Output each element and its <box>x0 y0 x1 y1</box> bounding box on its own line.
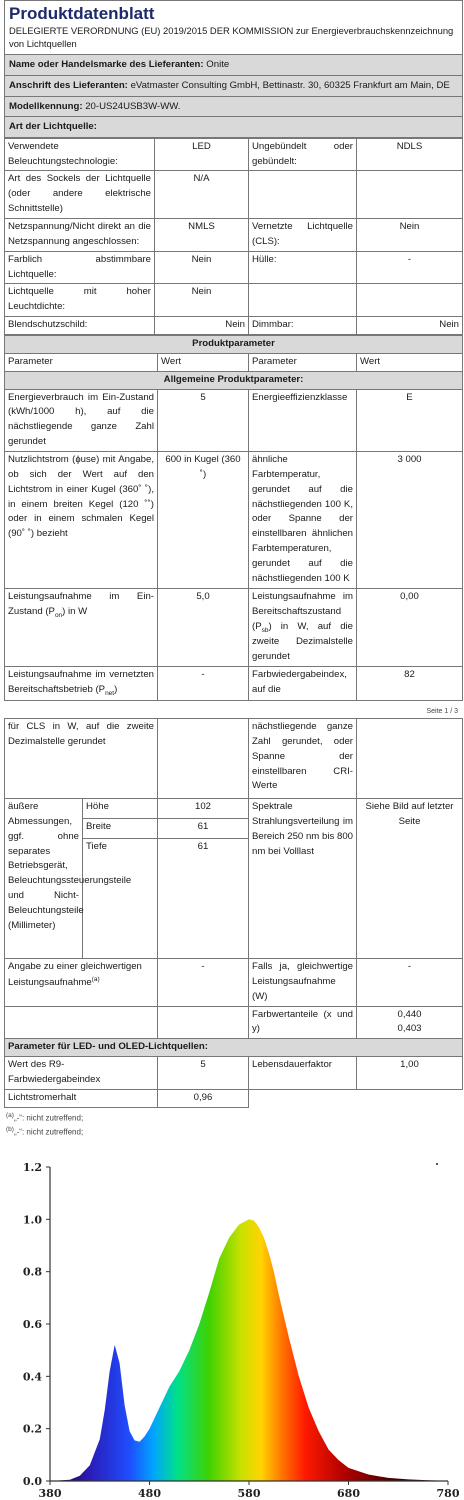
section-title: Parameter für LED- und OLED-Lichtquellen: <box>5 1039 463 1057</box>
table-cell: 82 <box>357 667 463 701</box>
page-title: Produktdatenblatt <box>9 4 155 23</box>
table-row <box>5 959 463 1007</box>
cell-text: ) <box>114 684 118 696</box>
table-cell: NDLS <box>357 138 463 171</box>
cell-text: Angabe zu einer gleichwertigen Leistungsaufnahme <box>8 961 142 989</box>
table-cell: 5 <box>158 389 249 451</box>
model-value: 20-US24USB3W-WW. <box>85 100 181 112</box>
table-cell: Nein <box>155 284 249 317</box>
y-tick-label: 0.4 <box>22 1370 42 1384</box>
cell-sub: sb <box>261 626 269 634</box>
column-header: Parameter <box>5 353 158 371</box>
table-row <box>5 1006 463 1039</box>
table-row <box>5 251 463 284</box>
table-row <box>5 171 463 219</box>
cell-sub: net <box>105 689 115 697</box>
y-tick-label: 1.0 <box>22 1213 42 1227</box>
column-header: Wert <box>357 353 463 371</box>
footnote-mark: (a) <box>6 1111 14 1119</box>
table-cell: äußere Abmessungen, ggf. ohne separates Betriebsgerät, Beleuchtungssteuerungsteile und Nicht-Beleuchtungsteile (Millimeter) <box>5 799 83 959</box>
table-cell <box>158 1006 249 1039</box>
table-row <box>5 1089 463 1107</box>
y-tick-label: 0.6 <box>22 1318 42 1331</box>
table-row <box>5 317 463 335</box>
table-cell: - <box>158 959 249 1007</box>
cell-text: Leistungsaufnahme im Bereitschaftszustand (P <box>252 590 353 632</box>
footnote-text: „-“: nicht zutreffend; <box>13 1127 84 1137</box>
table-cell: 1,00 <box>357 1057 463 1090</box>
x-tick-label: 780 <box>436 1487 460 1500</box>
table-cell <box>5 588 158 666</box>
spectrum-chart <box>0 1155 464 1500</box>
cell-text: Leistungsaufnahme im Ein-Zustand (P <box>8 590 154 617</box>
cell-sup: (a) <box>91 975 100 983</box>
table-cell <box>5 959 158 1007</box>
dimension-label: Tiefe <box>83 839 158 959</box>
model-row <box>4 97 463 118</box>
dimension-label: Breite <box>83 819 158 839</box>
supplier-name-label: Name oder Handelsmarke des Lieferanten: <box>9 59 204 71</box>
table-cell <box>357 284 463 317</box>
table-cell: Energieverbrauch im Ein-Zustand (kWh/1000 h), auf die nächstliegende ganze Zahl gerundet <box>5 389 158 451</box>
lightsource-type-label: Art der Lichtquelle: <box>9 121 97 133</box>
table-cell: Farbwertanteile (x und y) <box>249 1006 357 1039</box>
dimension-value: 102 <box>158 799 249 819</box>
supplier-address-value: eVatmaster Consulting GmbH, Bettinastr. 30, 60325 Frankfurt am Main, DE <box>130 80 450 92</box>
dimension-value: 61 <box>158 839 249 959</box>
table-row <box>5 799 463 819</box>
table-cell: Lichtquelle mit hoher Leuchtdichte: <box>5 284 155 317</box>
table-cell <box>357 719 463 799</box>
table-cell: Nein <box>357 219 463 252</box>
x-tick-label: 480 <box>138 1487 161 1500</box>
table-cell <box>357 1006 463 1039</box>
table-cell <box>5 1006 158 1039</box>
spectrum-area <box>50 1219 448 1481</box>
table-cell: Siehe Bild auf letzter Seite <box>357 799 463 959</box>
table-row <box>5 588 463 666</box>
column-header: Parameter <box>249 353 357 371</box>
table-cell: 5,0 <box>158 588 249 666</box>
table-cell: Nein <box>155 317 249 335</box>
datasheet-page-1 <box>4 0 463 701</box>
supplier-name-row <box>4 55 463 76</box>
section-title: Produktparameter <box>5 336 463 354</box>
table-cell: Lichtstromerhalt <box>5 1089 158 1107</box>
table-cell <box>357 171 463 219</box>
spectrum-svg <box>0 1155 464 1500</box>
table-cell: Blendschutzschild: <box>5 317 155 335</box>
cell-sub: on <box>54 611 63 619</box>
supplier-name-value: Onite <box>206 59 230 71</box>
supplier-address-label: Anschrift des Lieferanten: <box>9 80 128 92</box>
product-parameter-table-continued <box>4 718 463 1108</box>
x-tick-label: 380 <box>38 1487 62 1500</box>
table-row <box>5 719 463 799</box>
table-cell: - <box>357 959 463 1007</box>
table-cell <box>158 719 249 799</box>
table-cell: 5 <box>158 1057 249 1090</box>
datasheet-page-2 <box>4 718 463 1140</box>
empty-cell <box>249 1089 463 1107</box>
table-cell: LED <box>155 138 249 171</box>
product-parameter-table <box>4 335 463 701</box>
table-cell <box>249 171 357 219</box>
table-cell: für CLS in W, auf die zweite Dezimalstelle gerundet <box>5 719 158 799</box>
lightsource-table <box>4 138 463 335</box>
footnotes <box>4 1111 463 1140</box>
table-cell: Verwendete Beleuchtungstechnologie: <box>5 138 155 171</box>
dimension-value: 61 <box>158 819 249 839</box>
column-header-row <box>5 353 463 371</box>
table-cell: Netzspannung/Nicht direkt an die Netzspannung angeschlossen: <box>5 219 155 252</box>
table-cell: N/A <box>155 171 249 219</box>
table-cell: ähnliche Farbtemperatur, gerundet auf die nächstliegenden 100 K, oder Spanne der einstellbaren ähnlichen Farbtemperaturen, gerundet auf die nächstliegenden 100 K <box>249 452 357 589</box>
table-cell: Hülle: <box>249 251 357 284</box>
table-row <box>5 452 463 589</box>
table-cell: Art des Sockels der Lichtquelle (oder andere elektrische Schnittstelle) <box>5 171 155 219</box>
table-cell: Vernetzte Lichtquelle (CLS): <box>249 219 357 252</box>
footnote-mark: (b) <box>6 1126 14 1134</box>
table-cell: 0,96 <box>158 1089 249 1107</box>
section-header-row <box>5 1039 463 1057</box>
table-cell: Spektrale Strahlungsverteilung im Bereich 250 nm bis 800 nm bei Volllast <box>249 799 357 959</box>
x-tick-label: 580 <box>237 1487 261 1500</box>
table-row <box>5 284 463 317</box>
cell-text: ) in W <box>62 605 88 617</box>
table-row <box>5 389 463 451</box>
y-tick-label: 1.2 <box>22 1161 42 1174</box>
table-cell: Farblich abstimmbare Lichtquelle: <box>5 251 155 284</box>
model-label: Modellkennung: <box>9 100 83 112</box>
table-cell: Falls ja, gleichwertige Leistungsaufnahme (W) <box>249 959 357 1007</box>
x-tick-label: 680 <box>337 1487 360 1500</box>
table-cell: E <box>357 389 463 451</box>
table-cell: Energieeffizienzklasse <box>249 389 357 451</box>
header-box <box>4 0 463 55</box>
table-cell <box>5 667 158 701</box>
table-cell: Wert des R9-Farbwiedergabeindex <box>5 1057 158 1090</box>
table-cell: NMLS <box>155 219 249 252</box>
table-cell: 600 in Kugel (360 ˚) <box>158 452 249 589</box>
regulation-subtitle: DELEGIERTE VERORDNUNG (EU) 2019/2015 DER KOMMISSION zur Energieverbrauchskennzeichnung von Lichtquellen <box>9 25 454 49</box>
section-title: Allgemeine Produktparameter: <box>5 371 463 389</box>
supplier-address-row <box>4 76 463 96</box>
footnote-b <box>6 1125 463 1139</box>
table-cell: - <box>357 251 463 284</box>
table-row <box>5 219 463 252</box>
table-cell: 3 000 <box>357 452 463 589</box>
cell-text: Leistungsaufnahme im vernetzten Bereitschaftsbetrieb (P <box>8 669 154 696</box>
footnote-a <box>6 1111 463 1125</box>
table-row <box>5 667 463 701</box>
y-tick-label: 0.2 <box>22 1422 42 1436</box>
y-tick-label: 0.8 <box>22 1265 42 1279</box>
cell-text: ) in W, auf die zweite Dezimalstelle gerundet <box>252 620 353 663</box>
table-row <box>5 1057 463 1090</box>
lightsource-type-row <box>4 117 463 138</box>
chroma-y: 0,403 <box>397 1023 422 1035</box>
table-cell: Farbwiedergabeindex, auf die <box>249 667 357 701</box>
table-row <box>5 138 463 171</box>
table-cell <box>249 588 357 666</box>
table-cell: Lebensdauerfaktor <box>249 1057 357 1090</box>
table-cell: Nein <box>357 317 463 335</box>
table-cell: Nein <box>155 251 249 284</box>
page-number: Seite 1 / 3 <box>426 708 458 715</box>
footnote-text: „-“: nicht zutreffend; <box>13 1113 84 1123</box>
table-cell: Ungebündelt oder gebündelt: <box>249 138 357 171</box>
table-cell <box>249 284 357 317</box>
y-tick-label: 0.0 <box>22 1475 42 1488</box>
dimension-label: Höhe <box>83 799 158 819</box>
table-cell: nächstliegende ganze Zahl gerundet, oder Spanne der einstellbaren CRI-Werte <box>249 719 357 799</box>
table-cell: Dimmbar: <box>249 317 357 335</box>
column-header: Wert <box>158 353 249 371</box>
table-cell: 0,00 <box>357 588 463 666</box>
chroma-x: 0,440 <box>397 1008 422 1020</box>
section-header-row <box>5 336 463 354</box>
table-cell: Nutzlichtstrom (ɸuse) mit Angabe, ob sich der Wert auf den Lichtstrom in einer Kugel (360˚ ˚), in einem breiten Kegel (120 ˚˚) oder in einem schmalen Kegel (90˚ ˚) bezieht <box>5 452 158 589</box>
section-header-row <box>5 371 463 389</box>
table-cell: - <box>158 667 249 701</box>
